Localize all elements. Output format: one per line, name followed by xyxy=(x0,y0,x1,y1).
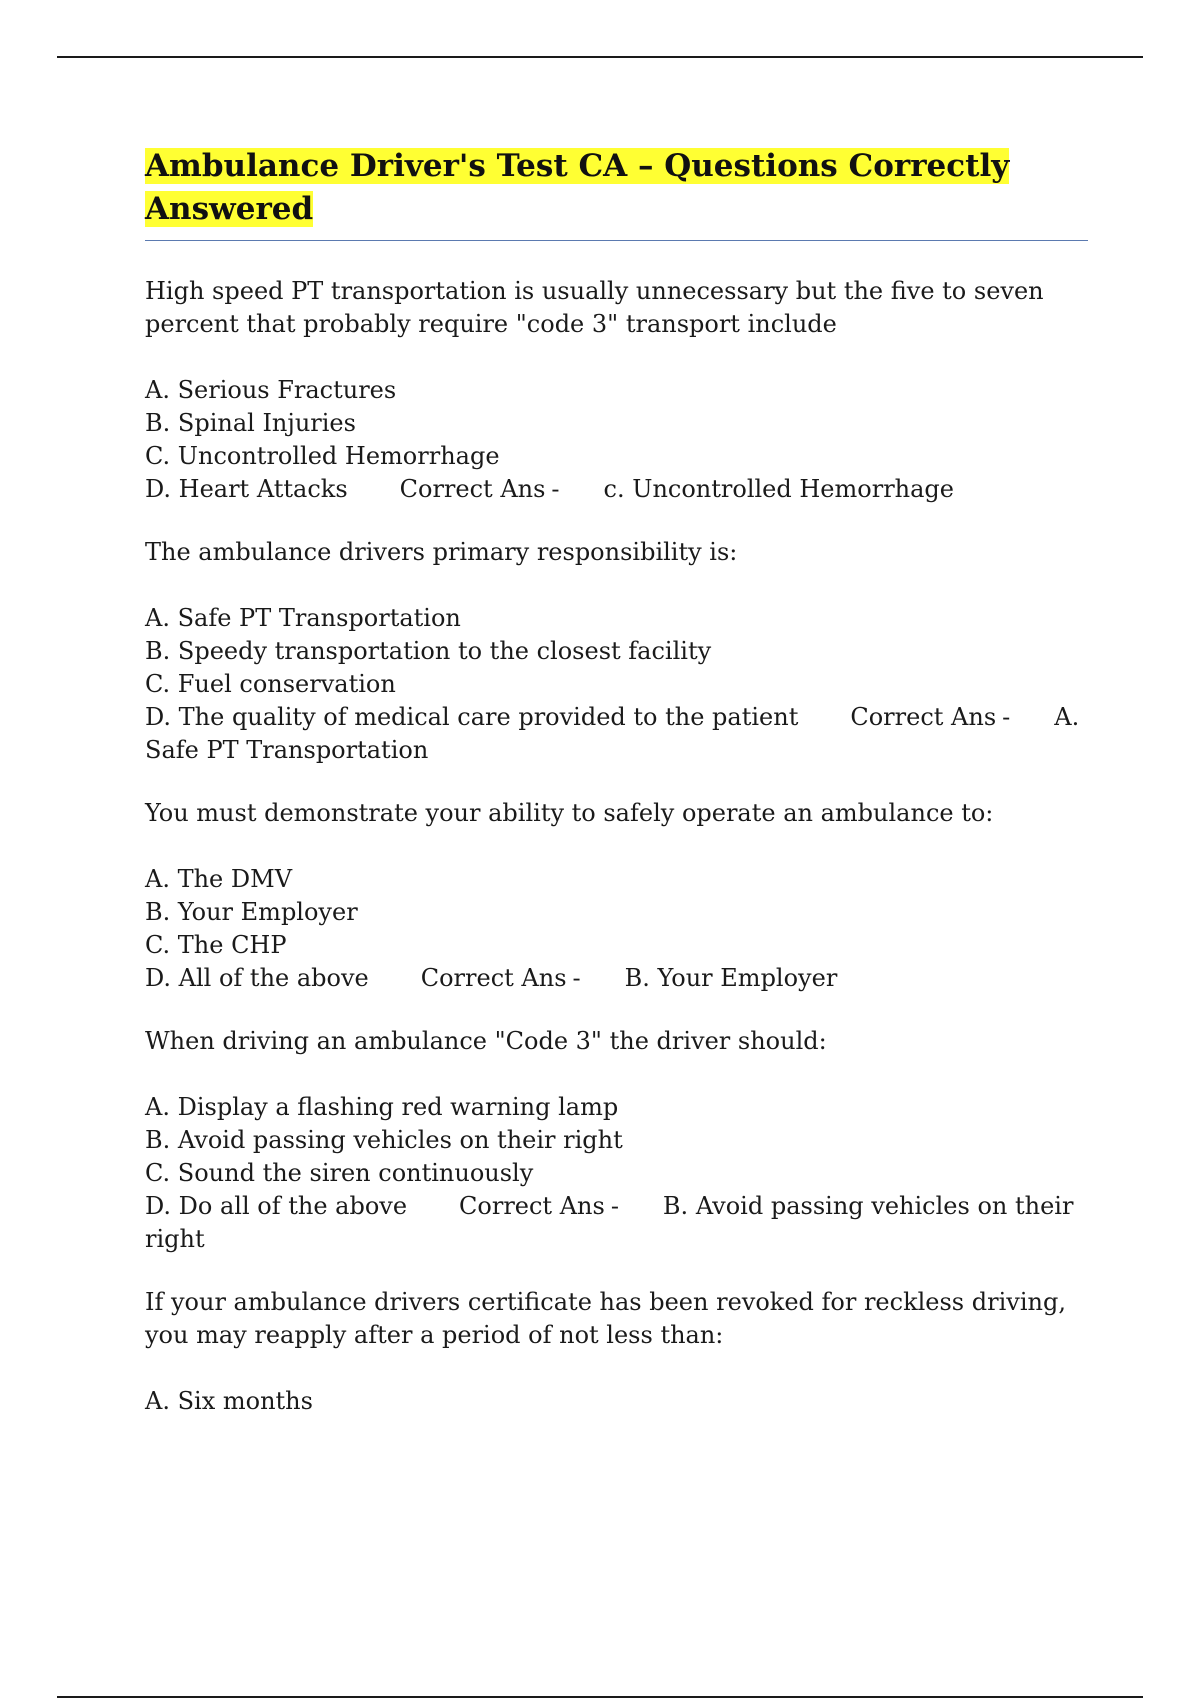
correct-answer: c. Uncontrolled Hemorrhage xyxy=(603,475,954,503)
title-underline xyxy=(145,240,1088,241)
option-d-with-answer xyxy=(145,1190,1088,1256)
option-a: A. Serious Fractures xyxy=(145,376,397,404)
option-b: B. Your Employer xyxy=(145,898,358,926)
answer-dash: - xyxy=(610,1192,619,1220)
option-c: C. The CHP xyxy=(145,931,287,959)
options-list xyxy=(145,374,1088,506)
answer-dash: - xyxy=(572,964,581,992)
question-1 xyxy=(145,275,1088,506)
page-bottom-rule xyxy=(57,1696,1143,1698)
correct-answer: A. Safe PT Transportation xyxy=(145,703,1080,764)
question-2 xyxy=(145,536,1088,767)
option-a: A. The DMV xyxy=(145,865,293,893)
question-text: High speed PT transportation is usually unnecessary but the five to seven percent that probably require "code 3" transport include xyxy=(145,277,1044,338)
options-list xyxy=(145,602,1088,767)
options-list xyxy=(145,1091,1088,1256)
option-a: A. Display a flashing red warning lamp xyxy=(145,1093,619,1121)
option-d: D. All of the above xyxy=(145,964,369,992)
question-3 xyxy=(145,797,1088,995)
option-c: C. Sound the siren continuously xyxy=(145,1159,534,1187)
question-text: You must demonstrate your ability to safely operate an ambulance to: xyxy=(145,799,994,827)
document-body xyxy=(145,145,1088,1418)
answer-label: Correct Ans xyxy=(850,703,997,731)
answer-label: Correct Ans xyxy=(399,475,546,503)
answer-label: Correct Ans xyxy=(420,964,567,992)
option-b: B. Spinal Injuries xyxy=(145,409,356,437)
option-d: D. Heart Attacks xyxy=(145,475,348,503)
question-4 xyxy=(145,1025,1088,1256)
answer-label: Correct Ans xyxy=(459,1192,605,1220)
question-text: When driving an ambulance "Code 3" the driver should: xyxy=(145,1027,827,1055)
answer-dash: - xyxy=(1002,703,1011,731)
option-d: D. The quality of medical care provided to the patient xyxy=(145,703,799,731)
page-top-rule xyxy=(57,56,1143,58)
title-highlight: Ambulance Driver's Test CA – Questions Correctly Answered xyxy=(145,148,1010,227)
option-d-with-answer xyxy=(145,473,1088,506)
question-5 xyxy=(145,1286,1088,1418)
options-list xyxy=(145,863,1088,995)
question-text: The ambulance drivers primary responsibility is: xyxy=(145,538,738,566)
document-title xyxy=(145,145,1088,231)
answer-dash: - xyxy=(551,475,560,503)
option-c: C. Fuel conservation xyxy=(145,670,396,698)
correct-answer: B. Avoid passing vehicles on their right xyxy=(145,1192,1074,1253)
option-c: C. Uncontrolled Hemorrhage xyxy=(145,442,500,470)
option-b: B. Speedy transportation to the closest facility xyxy=(145,637,712,665)
option-a: A. Safe PT Transportation xyxy=(145,604,461,632)
option-a: A. Six months xyxy=(145,1387,313,1415)
option-d-with-answer xyxy=(145,962,1088,995)
options-list xyxy=(145,1385,1088,1418)
correct-answer: B. Your Employer xyxy=(624,964,838,992)
question-text: If your ambulance drivers certificate has been revoked for reckless driving, you may reapply after a period of not less than: xyxy=(145,1288,1066,1349)
option-d-with-answer xyxy=(145,701,1088,767)
option-d: D. Do all of the above xyxy=(145,1192,408,1220)
option-b: B. Avoid passing vehicles on their right xyxy=(145,1126,623,1154)
